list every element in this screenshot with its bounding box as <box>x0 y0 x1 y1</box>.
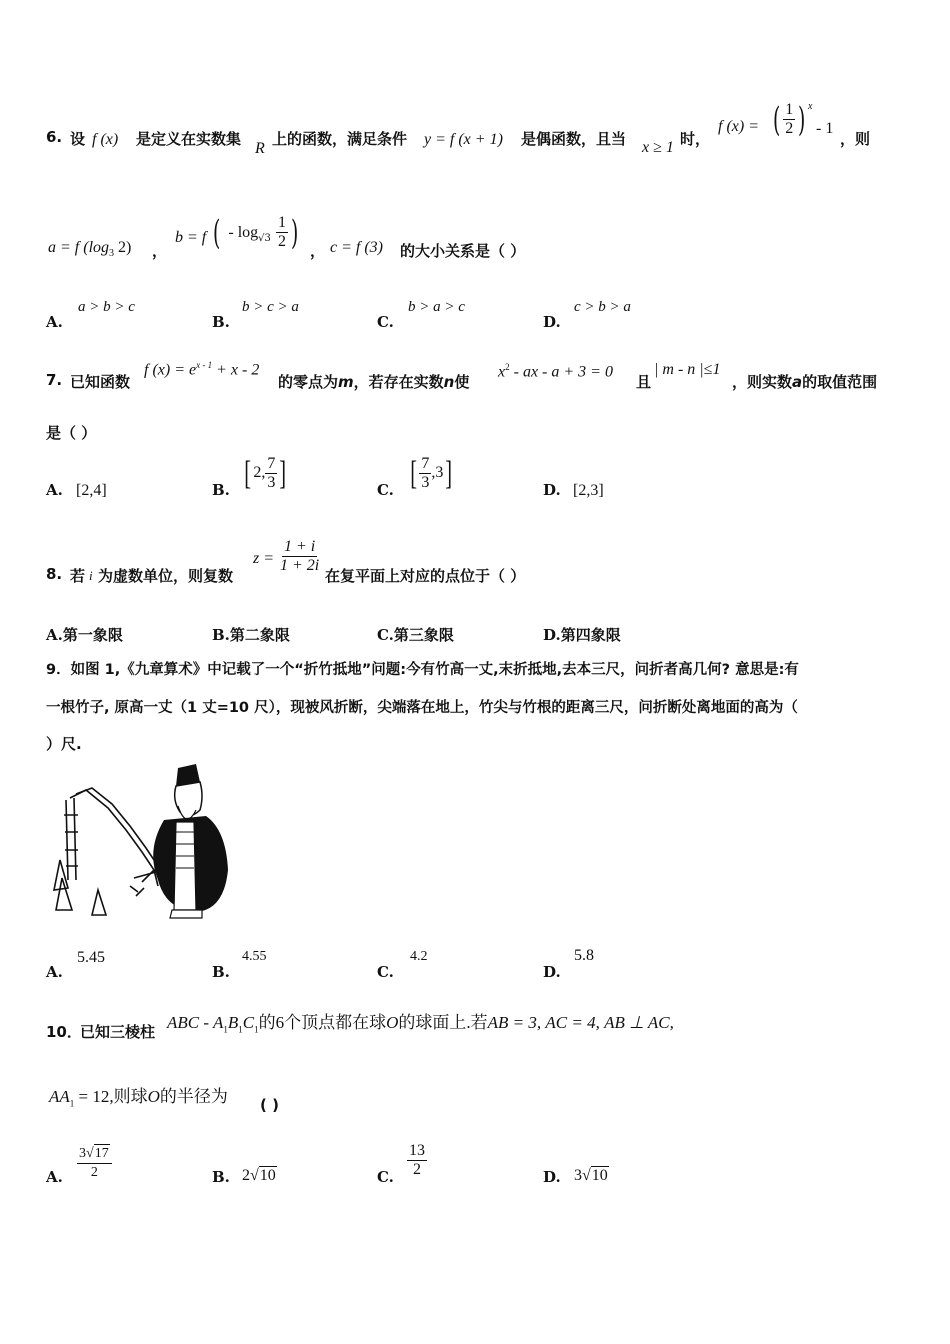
q9-option-a-label: A. <box>46 963 63 981</box>
q10-s2: 1 <box>238 1024 243 1035</box>
q9-line-2: 一根竹子, 原高一丈（1 丈=10 尺），现被风折断，尖端落在地上，竹尖与竹根的距离三尺，问折断处离地面的高为（ <box>46 700 798 716</box>
q10-b-coef: 2 <box>242 1167 250 1184</box>
q7-eq-tail: - ax - a + 3 = 0 <box>509 363 613 381</box>
q10-ac: AC = 4, <box>545 1013 600 1032</box>
q10-t3: 的球面上.若 <box>398 1013 488 1032</box>
q10-a-rad: 17 <box>94 1146 109 1161</box>
q8-d-value: 第四象限 <box>560 626 621 644</box>
right-paren: ) <box>290 212 299 253</box>
q10-option-b-value: 2√10 <box>242 1167 276 1184</box>
q9-option-d-label: D. <box>543 963 561 981</box>
q6-text-5: 时， <box>680 130 711 148</box>
bamboo-scholar-illustration <box>46 760 236 925</box>
q10-statement-2 <box>49 1082 228 1108</box>
q6-option-b-label: B. <box>212 313 230 331</box>
q6-option-c-label: C. <box>377 313 394 331</box>
q7-option-b-value <box>242 455 289 492</box>
q7-c-right: ,3 <box>431 464 444 482</box>
q8-number: 8. <box>46 565 63 583</box>
q10-option-c-value <box>407 1142 427 1179</box>
q7-text-1: 已知函数 <box>70 373 131 391</box>
left-bracket: [ <box>244 454 252 492</box>
q8-b-value: 第二象限 <box>229 626 290 644</box>
q6-option-b-value: b > c > a <box>242 299 299 315</box>
q6-half-den: 2 <box>785 120 794 137</box>
q8-z: z = <box>253 550 275 567</box>
q10-s3: 1 <box>254 1024 259 1035</box>
q10-ab: AB = 3, <box>487 1013 542 1032</box>
q10-aa-val: = 12, <box>74 1087 114 1106</box>
q8-text-3: 在复平面上对应的点位于（ ） <box>325 567 526 585</box>
q6-R: R <box>255 140 265 157</box>
q6-number: 6. <box>46 128 63 146</box>
q6-half-group <box>770 101 809 138</box>
q7-f-tail: + x - 2 <box>212 361 260 379</box>
q7-text-6 <box>732 371 877 392</box>
q6-half-num: 1 <box>785 101 794 118</box>
q6-b-frac-num: 1 <box>277 214 286 231</box>
q7-b-left: 2, <box>253 464 266 482</box>
q6-b-base: √3 <box>258 233 271 245</box>
q6-exponent: x <box>808 101 813 112</box>
q10-option-d-label: D. <box>543 1168 561 1186</box>
q6-option-a-value: a > b > c <box>78 299 135 315</box>
q6-comma-1: ， <box>152 242 168 260</box>
right-paren: ) <box>798 99 806 140</box>
q6-text-1: 设 <box>70 130 86 148</box>
q7-text-5: 且 <box>636 373 652 391</box>
q10-d-coef: 3 <box>574 1167 582 1184</box>
q10-perp: AB ⊥ AC, <box>604 1013 674 1032</box>
q7-text-8: 是（ ） <box>46 424 97 442</box>
q6-fdef-lhs: f (x) = <box>718 118 759 135</box>
q7-c-num: 7 <box>421 455 430 472</box>
q6-condition: y = f (x + 1) <box>424 131 503 148</box>
q8-c-label: C. <box>377 626 394 644</box>
left-paren: ( <box>212 212 221 253</box>
q10-prism: ABC - A <box>167 1013 224 1032</box>
q10-statement <box>167 1008 674 1034</box>
q6-text-3: 上的函数，满足条件 <box>272 130 408 148</box>
q10-t2: 的6个顶点都在球 <box>258 1013 387 1032</box>
q6-text-4: 是偶函数，且当 <box>521 130 627 148</box>
q7-f-exp: x - 1 <box>196 360 213 370</box>
q10-option-a-label: A. <box>46 1168 63 1186</box>
q8-den: 1 + 2i <box>280 557 320 574</box>
q7-option-a-label: A. <box>46 481 63 499</box>
q7-t4: 使 <box>454 373 470 391</box>
q10-a-coef: 3 <box>79 1146 86 1161</box>
q7-option-c-value <box>408 455 455 492</box>
q6-b-frac-den: 2 <box>277 233 286 250</box>
q6-option-d-label: D. <box>543 313 561 331</box>
q10-O2: O <box>147 1087 160 1106</box>
q10-t4: 则球 <box>113 1087 148 1106</box>
q8-a-value: 第一象限 <box>62 626 123 644</box>
q9-option-c-label: C. <box>377 963 394 981</box>
q7-t2: 的零点为 <box>278 373 339 391</box>
q6-b-expr: b = f <box>175 229 207 246</box>
q6-option-a-label: A. <box>46 313 63 331</box>
q8-d-label: D. <box>543 626 561 644</box>
q7-function <box>144 360 259 379</box>
q7-eq-x: x <box>498 363 506 381</box>
q8-a-label: A. <box>46 626 63 644</box>
right-bracket: ] <box>445 454 453 492</box>
q6-text-2: 是定义在实数集 <box>136 130 242 148</box>
q10-aa: AA <box>49 1087 70 1106</box>
q7-n: n <box>443 373 455 391</box>
q9-option-a-value: 5.45 <box>77 949 105 966</box>
q10-t5: 的半径为 <box>159 1087 228 1106</box>
q6-a-lhs: a = f (log <box>48 239 110 256</box>
q8-option-b <box>212 624 290 645</box>
right-bracket: ] <box>279 454 287 492</box>
q10-a-den: 2 <box>90 1165 98 1180</box>
q7-t7: 的取值范围 <box>802 373 878 391</box>
q7-option-d-value: [2,3] <box>573 482 604 499</box>
bamboo-drawing <box>54 788 168 915</box>
q6-b-inner: - log <box>228 224 259 241</box>
left-paren: ( <box>772 99 781 140</box>
q10-paren: ( ) <box>260 1096 279 1114</box>
q10-B: B <box>227 1013 239 1032</box>
q7-text-2 <box>278 371 469 392</box>
q10-option-a-value: $\frac{3√17}{2}$ <box>77 1144 112 1182</box>
q7-option-c-label: C. <box>377 481 394 499</box>
q7-t3: ，若存在实数 <box>353 373 444 391</box>
q8-c-value: 第三象限 <box>393 626 454 644</box>
q7-t6: ，则实数 <box>732 373 793 391</box>
q6-a-base: 3 <box>109 248 115 260</box>
q6-x-ge-1: x ≥ 1 <box>642 139 674 156</box>
q7-eq-sq: 2 <box>505 362 510 372</box>
q7-option-a-value: [2,4] <box>76 482 107 499</box>
q10-c-den: 2 <box>413 1161 421 1178</box>
q6-text-7: 的大小关系是（ ） <box>400 242 526 260</box>
q8-option-c <box>377 624 454 645</box>
q6-a-expr <box>48 239 131 259</box>
q8-i: i <box>89 568 93 583</box>
q6-minus-1: - 1 <box>816 120 834 137</box>
q7-number: 7. <box>46 371 63 389</box>
q10-b-rad: 10 <box>259 1167 276 1184</box>
q8-num: 1 + i <box>284 538 316 555</box>
q7-f-lhs: f (x) = e <box>144 361 197 379</box>
q9-line-3: ）尺. <box>46 735 82 753</box>
q8-option-d <box>543 624 621 645</box>
q8-option-a <box>46 624 123 645</box>
q10-option-b-label: B. <box>212 1168 230 1186</box>
q9-line-1: 9．如图 1,《九章算术》中记载了一个“折竹抵地”问题:今有竹高一丈,末折抵地,去本三尺，问折者高几何? 意思是:有 <box>46 662 799 678</box>
q7-option-d-label: D. <box>543 481 561 499</box>
q7-a: a <box>792 373 803 391</box>
q10-C: C <box>242 1013 255 1032</box>
q8-text-1: 若 <box>70 567 86 585</box>
q9-option-c-value: 4.2 <box>410 949 428 964</box>
q7-option-b-label: B. <box>212 481 230 499</box>
q10-d-rad: 10 <box>591 1167 608 1184</box>
q7-m: m <box>338 373 354 391</box>
q6-text-6: ，则 <box>840 130 871 148</box>
q8-fraction <box>278 538 321 575</box>
q7-abs-cond: | m - n |≤1 <box>654 361 721 378</box>
q10-option-c-label: C. <box>377 1168 394 1186</box>
q10-s1: 1 <box>223 1024 228 1035</box>
q10-aa-sub: 1 <box>69 1098 75 1109</box>
q6-a-tail: 2) <box>114 239 132 256</box>
q9-option-b-value: 4.55 <box>242 949 267 964</box>
q7-equation <box>498 362 613 381</box>
q6-b-group <box>210 214 301 251</box>
q10-text-1: 已知三棱柱 <box>80 1023 156 1041</box>
q6-comma-2: ， <box>310 242 326 260</box>
q6-c-expr: c = f (3) <box>330 239 383 256</box>
q10-O1: O <box>386 1013 399 1032</box>
q10-c-num: 13 <box>409 1142 425 1159</box>
scholar-figure <box>153 764 228 918</box>
q7-b-num: 7 <box>267 455 276 472</box>
q6-option-d-value: c > b > a <box>574 299 631 315</box>
q9-option-b-label: B. <box>212 963 230 981</box>
q8-text-2: 为虚数单位，则复数 <box>98 567 234 585</box>
q6-option-c-value: b > a > c <box>408 299 465 315</box>
q8-b-label: B. <box>212 626 230 644</box>
q10-number: 10． <box>46 1023 82 1041</box>
left-bracket: [ <box>410 454 418 492</box>
q6-fx: f (x) <box>92 131 119 148</box>
q7-c-den: 3 <box>421 474 430 491</box>
q10-option-d-value: 3√10 <box>574 1167 608 1184</box>
q9-option-d-value: 5.8 <box>574 947 594 964</box>
q7-b-den: 3 <box>267 474 276 491</box>
